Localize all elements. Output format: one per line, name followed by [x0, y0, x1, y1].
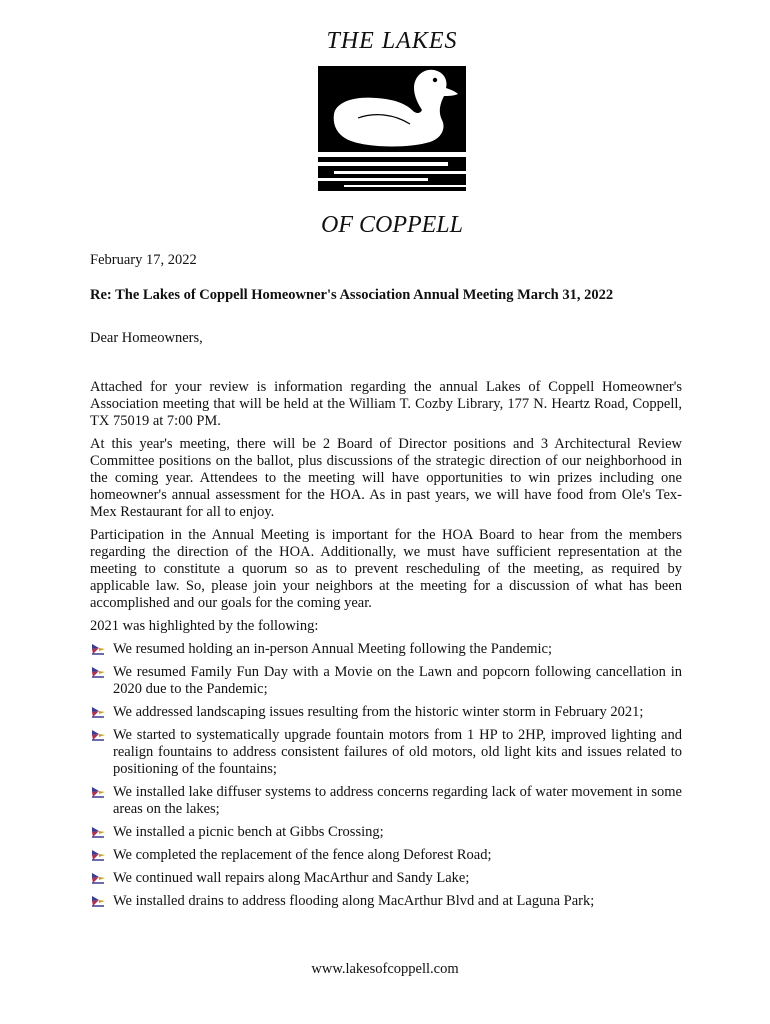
list-item [90, 641, 682, 658]
logo-title-bottom: OF COPPELL [320, 212, 464, 238]
list-item [90, 847, 682, 864]
paragraph: Attached for your review is information regarding the annual Lakes of Coppell Homeowner's Association meeting that will be held at the William T. Cozby Library, 177 N. Heartz Road, Coppell, TX 75019 at 7:00 PM. [90, 379, 682, 429]
highlights-intro: 2021 was highlighted by the following: [90, 618, 319, 634]
arrow-bullet-icon [90, 894, 106, 908]
lakes-of-coppell-logo [314, 24, 470, 246]
arrow-bullet-icon [90, 785, 106, 799]
list-item-text: We continued wall repairs along MacArthur and Sandy Lake; [113, 870, 470, 886]
logo-title-top: THE LAKES [326, 28, 458, 54]
letter-body [90, 379, 682, 916]
footer-website: www.lakesofcoppell.com [311, 961, 459, 977]
arrow-bullet-icon [90, 848, 106, 862]
list-item [90, 784, 682, 818]
paragraph: At this year's meeting, there will be 2 Board of Director positions and 3 Architectural Review Committee positions on the ballot, plus discussions of the strategic direction of our neighborhood in the coming year. Attendees to the meeting will have opportunities to win prizes including one homeowner's annual assessment for the HOA. As in past years, we will have food from Ole's Tex-Mex Restaurant for all to enjoy. [90, 436, 682, 520]
list-item-text: We started to systematically upgrade fountain motors from 1 HP to 2HP, improved lighting and realign fountains to address consistent failures of old motors, old light kits and issues related to positioning of the fountains; [113, 727, 682, 777]
letter-salutation: Dear Homeowners, [90, 330, 203, 346]
list-item-text: We resumed Family Fun Day with a Movie on the Lawn and popcorn following cancellation in 2020 due to the Pandemic; [113, 664, 682, 697]
letter-subject: Re: The Lakes of Coppell Homeowner's Association Annual Meeting March 31, 2022 [90, 287, 614, 303]
arrow-bullet-icon [90, 728, 106, 742]
list-item-text: We installed drains to address flooding along MacArthur Blvd and at Laguna Park; [113, 893, 595, 909]
arrow-bullet-icon [90, 642, 106, 656]
list-item-text: We resumed holding an in-person Annual Meeting following the Pandemic; [113, 641, 552, 657]
list-item-text: We completed the replacement of the fence along Deforest Road; [113, 847, 492, 863]
list-item [90, 893, 682, 910]
list-item [90, 727, 682, 778]
arrow-bullet-icon [90, 665, 106, 679]
letter-date: February 17, 2022 [90, 252, 197, 268]
arrow-bullet-icon [90, 825, 106, 839]
list-item-text: We installed a picnic bench at Gibbs Crossing; [113, 824, 384, 840]
list-item-text: We addressed landscaping issues resulting from the historic winter storm in February 2021; [113, 704, 644, 720]
arrow-bullet-icon [90, 705, 106, 719]
list-item [90, 704, 682, 721]
highlights-list [90, 641, 682, 910]
paragraph: Participation in the Annual Meeting is important for the HOA Board to hear from the members regarding the direction of the HOA. Additionally, we must have sufficient representation at the meeting to constitute a quorum so as to prevent rescheduling of the meeting, as required by applicable law. So, please join your neighbors at the meeting for a discussion of what has been accomplished and our goals for the coming year. [90, 527, 682, 611]
list-item [90, 664, 682, 698]
list-item-text: We installed lake diffuser systems to address concerns regarding lack of water movement in some areas on the lakes; [113, 784, 682, 817]
arrow-bullet-icon [90, 871, 106, 885]
list-item [90, 870, 682, 887]
list-item [90, 824, 682, 841]
